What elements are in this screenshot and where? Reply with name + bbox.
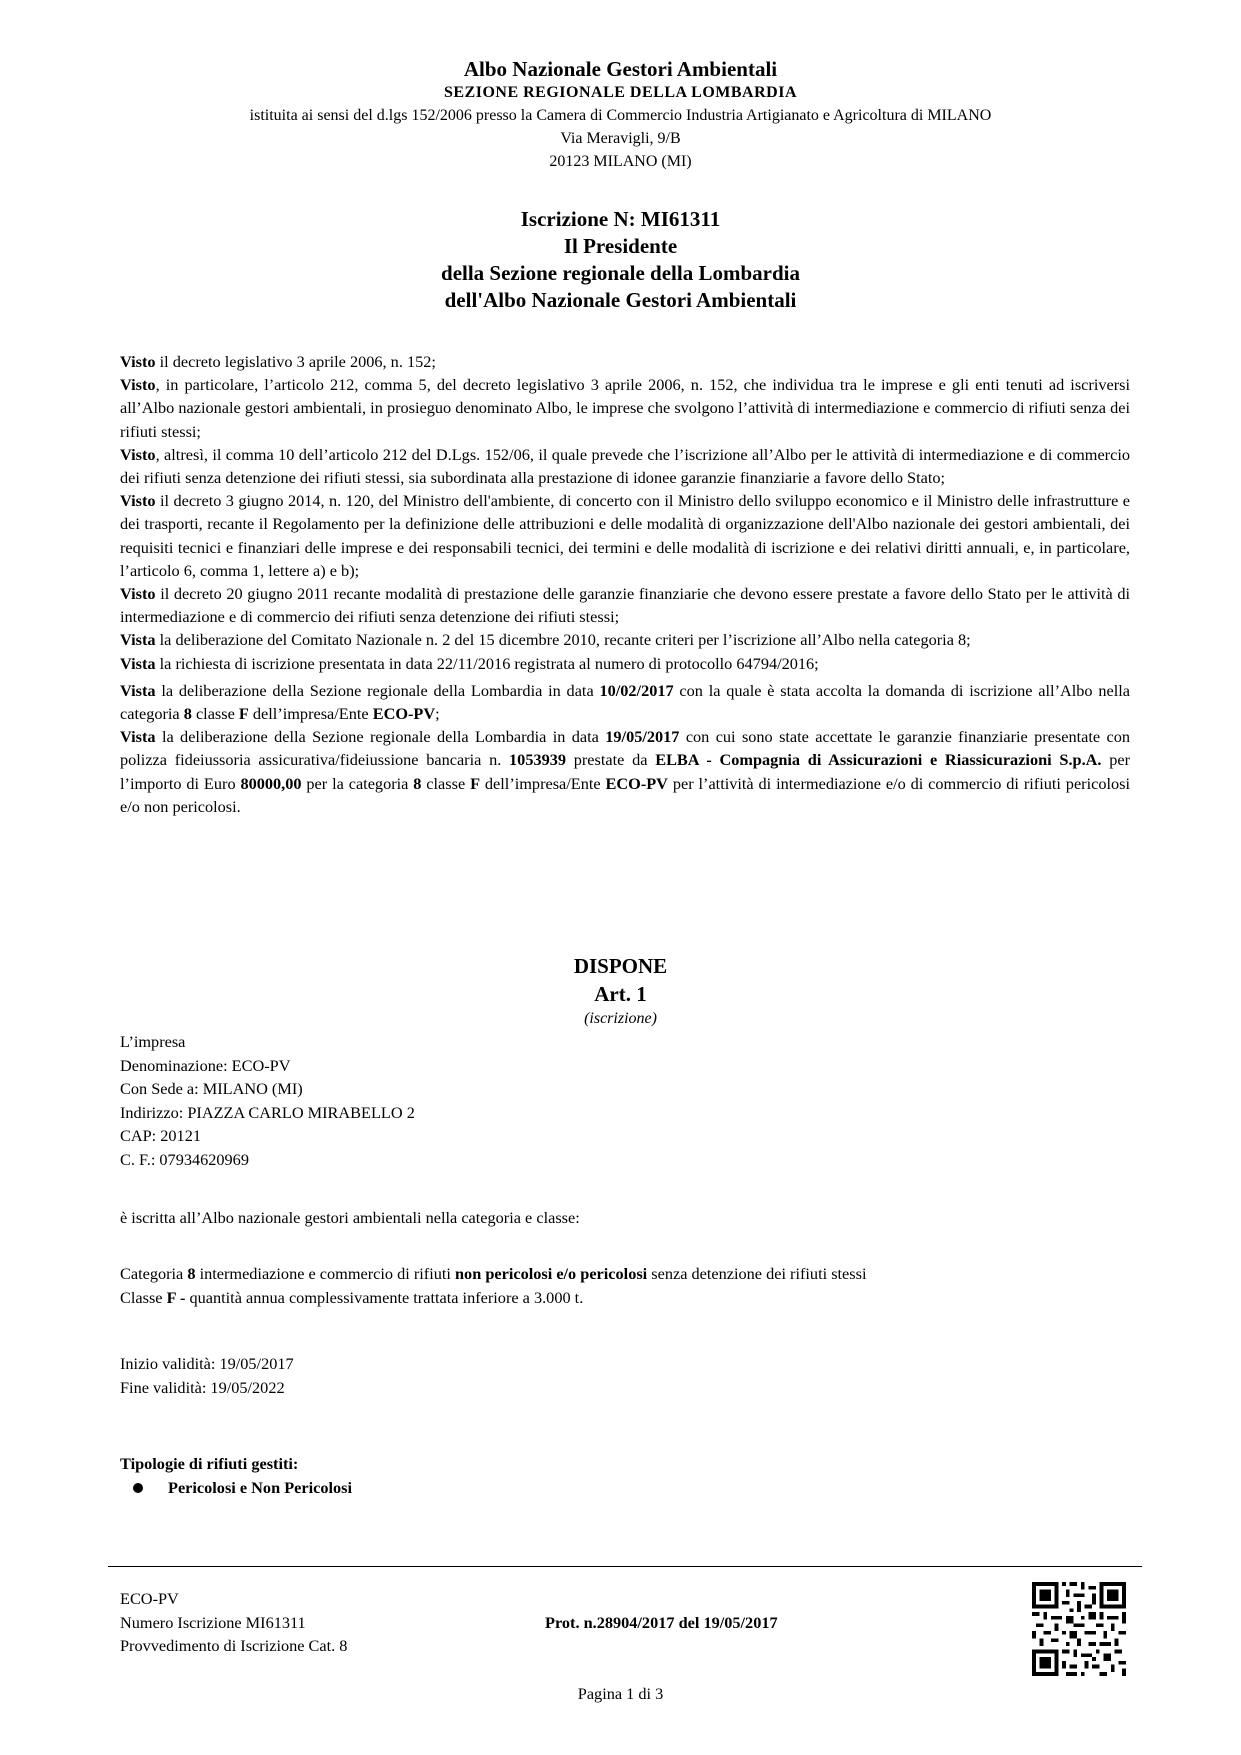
footer-provvedimento: Provvedimento di Iscrizione Cat. 8 bbox=[120, 1636, 348, 1655]
classe-value: F bbox=[470, 773, 481, 793]
vista-paragraph bbox=[120, 652, 1130, 675]
tipologie-title: Tipologie di rifiuti gestiti: bbox=[120, 1454, 299, 1473]
list-item bbox=[120, 1476, 1130, 1500]
iscritta-sentence: è iscritta all’Albo nazionale gestori ambientali nella categoria e classe: bbox=[120, 1208, 580, 1227]
visto-lead: Visto bbox=[120, 352, 156, 371]
visto-lead: Visto bbox=[120, 375, 156, 395]
importo-value: 80000,00 bbox=[240, 773, 302, 793]
rifiuti-tipo: non pericolosi e/o pericolosi bbox=[455, 1264, 648, 1283]
page-number: Pagina 1 di 3 bbox=[577, 1684, 664, 1703]
tipologie-block bbox=[120, 1452, 1130, 1499]
albo-title: dell'Albo Nazionale Gestori Ambientali bbox=[444, 288, 797, 312]
categoria-number: 8 bbox=[187, 1264, 196, 1283]
impresa-intro: L’impresa bbox=[120, 1032, 186, 1051]
classe-value: F bbox=[238, 704, 249, 724]
presidente-title: Il Presidente bbox=[563, 234, 678, 258]
heading-block bbox=[0, 206, 1241, 314]
header-address-city: 20123 MILANO (MI) bbox=[549, 153, 692, 170]
polizza-number: 1053939 bbox=[509, 750, 567, 770]
iscritta-text bbox=[120, 1206, 1130, 1230]
qr-code-icon bbox=[1032, 1582, 1126, 1676]
header-istituita: istituita ai sensi del d.lgs 152/2006 presso la Camera di Commercio Industria Artigianato e Agricoltura di MILANO bbox=[249, 107, 992, 124]
dispone-title: DISPONE bbox=[573, 954, 668, 978]
visto-lead: Visto bbox=[120, 584, 156, 604]
vista-text: con la quale è stata accolta la domanda di iscrizione all’Albo nella categoria bbox=[120, 680, 1130, 724]
visto-paragraph bbox=[120, 443, 1130, 489]
footer-info bbox=[120, 1587, 347, 1658]
fine-validita: Fine validità: 19/05/2022 bbox=[120, 1377, 285, 1397]
impresa-denominazione: Denominazione: ECO-PV bbox=[120, 1055, 291, 1075]
impresa-indirizzo: Indirizzo: PIAZZA CARLO MIRABELLO 2 bbox=[120, 1102, 415, 1122]
classe-text: quantità annua complessivamente trattata inferiore a 3.000 t. bbox=[185, 1287, 584, 1307]
vista-paragraph bbox=[120, 679, 1130, 725]
vista-text: prestate da bbox=[566, 750, 656, 770]
article-title: Art. 1 bbox=[594, 982, 647, 1006]
visto-paragraph bbox=[120, 373, 1130, 443]
categoria-text: senza detenzione dei rifiuti stessi bbox=[647, 1264, 867, 1283]
visto-text: il decreto legislativo 3 aprile 2006, n. 152; bbox=[155, 352, 436, 371]
vista-lead: Vista bbox=[120, 727, 156, 747]
vista-lead: Vista bbox=[120, 630, 156, 650]
footer-divider bbox=[108, 1566, 1142, 1567]
categoria-text: intermediazione e commercio di rifiuti bbox=[195, 1264, 455, 1283]
ente-value: ECO-PV bbox=[605, 773, 668, 793]
vista-text: classe bbox=[421, 773, 471, 793]
classe-line bbox=[120, 1286, 1130, 1310]
tipologia-label: Pericolosi e Non Pericolosi bbox=[168, 1477, 353, 1497]
footer-numero: Numero Iscrizione MI61311 bbox=[120, 1612, 306, 1632]
vista-text: con cui sono state accettate le garanzie finanziarie presentate con polizza fideiussoria assicurativa/fideiussione bancaria n. bbox=[120, 727, 1130, 770]
impresa-cap: CAP: 20121 bbox=[120, 1126, 201, 1145]
visto-text: , altresì, il comma 10 dell’articolo 212 del D.Lgs. 152/06, il quale prevede che l’iscrizione all’Albo per le attività di intermediazione e di commercio dei rifiuti senza detenzione dei rifiuti stessi, sia subordinata alla prestazione di idonee garanzie finanziarie a favore dello Stato; bbox=[120, 444, 1130, 488]
ente-value: ECO-PV bbox=[372, 704, 436, 724]
header-title: Albo Nazionale Gestori Ambientali bbox=[463, 57, 778, 81]
visto-lead: Visto bbox=[120, 491, 156, 511]
vista-text: la deliberazione del Comitato Nazionale n. 2 del 15 dicembre 2010, recante criteri per l’iscrizione all’Albo nella categoria 8; bbox=[155, 630, 971, 650]
vista-text: dell’impresa/Ente bbox=[248, 704, 373, 724]
categoria-block bbox=[120, 1262, 1130, 1309]
delibera-date: 10/02/2017 bbox=[599, 680, 674, 700]
iscrizione-number: Iscrizione N: MI61311 bbox=[520, 207, 721, 231]
protocol-number: Prot. n.28904/2017 del 19/05/2017 bbox=[545, 1613, 778, 1632]
bullet-icon bbox=[133, 1483, 143, 1493]
vista-lead: Vista bbox=[120, 680, 156, 700]
categoria-line bbox=[120, 1262, 1130, 1286]
impresa-block bbox=[120, 1030, 1130, 1171]
visto-paragraph bbox=[120, 350, 1130, 373]
visto-lead: Visto bbox=[120, 444, 156, 464]
vista-text: la deliberazione della Sezione regionale della Lombardia in data bbox=[155, 727, 606, 747]
visto-text: , in particolare, l’articolo 212, comma 5, del decreto legislativo 3 aprile 2006, n. 152, che individua tra le imprese e gli enti tenuti ad iscriversi all’Albo nazionale gestori ambientali, in prosieguo denominato Albo, le imprese che svolgono l’attività di intermediazione e commercio di rifiuti senza dei rifiuti stessi; bbox=[120, 375, 1130, 441]
vista-text: dell’impresa/Ente bbox=[480, 773, 606, 793]
vista-text: per l’attività di intermediazione e/o di commercio di rifiuti pericolosi e/o non pericolosi. bbox=[120, 773, 1131, 816]
classe-label: Classe bbox=[120, 1287, 167, 1307]
impresa-codice-fiscale: C. F.: 07934620969 bbox=[120, 1149, 249, 1169]
article-subtitle: (iscrizione) bbox=[584, 1010, 657, 1027]
visti-section bbox=[120, 350, 1130, 818]
vista-lead: Vista bbox=[120, 653, 156, 673]
vista-paragraph bbox=[120, 725, 1130, 818]
impresa-sede: Con Sede a: MILANO (MI) bbox=[120, 1079, 303, 1098]
header-address-street: Via Meravigli, 9/B bbox=[560, 130, 681, 147]
visto-paragraph bbox=[120, 582, 1130, 628]
vista-text: ; bbox=[435, 704, 440, 724]
vista-text: classe bbox=[191, 704, 239, 724]
compagnia-name: ELBA - Compagnia di Assicurazioni e Riassicurazioni S.p.A. bbox=[655, 750, 1102, 770]
categoria-label: Categoria bbox=[120, 1264, 188, 1283]
header-subtitle: SEZIONE REGIONALE DELLA LOMBARDIA bbox=[443, 84, 797, 101]
vista-text: la deliberazione della Sezione regionale della Lombardia in data bbox=[155, 680, 600, 700]
validita-block bbox=[120, 1352, 1130, 1399]
footer-ente: ECO-PV bbox=[120, 1589, 179, 1608]
classe-value: F - bbox=[166, 1287, 186, 1307]
inizio-validita: Inizio validità: 19/05/2017 bbox=[120, 1354, 294, 1373]
document-header bbox=[0, 56, 1241, 173]
visto-text: il decreto 3 giugno 2014, n. 120, del Ministro dell'ambiente, di concerto con il Ministro dello sviluppo economico e il Ministro delle infrastrutture e dei trasporti, recante il Regolamento per la definizione delle attribuzioni e delle modalità di organizzazione dell'Albo nazionale dei gestori ambientali, dei requisiti tecnici e finanziari delle imprese e dei responsabili tecnici, dei termini e delle modalità di iscrizione e dei relativi diritti annuali, e, in particolare, l’articolo 6, comma 1, lettere a) e b); bbox=[120, 491, 1130, 580]
visto-paragraph bbox=[120, 489, 1130, 582]
vista-text: la richiesta di iscrizione presentata in data 22/11/2016 registrata al numero di protocollo 64794/2016; bbox=[155, 653, 819, 673]
sezione-title: della Sezione regionale della Lombardia bbox=[441, 261, 800, 285]
delibera-date: 19/05/2017 bbox=[605, 727, 680, 747]
dispone-block bbox=[0, 952, 1241, 1030]
categoria-value: 8 bbox=[183, 704, 192, 724]
categoria-value: 8 bbox=[413, 773, 422, 793]
vista-paragraph bbox=[120, 628, 1130, 651]
vista-text: per la categoria bbox=[301, 773, 414, 793]
vista-text: per l’importo di Euro bbox=[120, 750, 1131, 793]
visto-text: il decreto 20 giugno 2011 recante modalità di prestazione delle garanzie finanziarie che devono essere prestate a favore dello Stato per le attività di intermediazione e di commercio dei rifiuti senza detenzione dei rifiuti stessi; bbox=[120, 584, 1130, 627]
